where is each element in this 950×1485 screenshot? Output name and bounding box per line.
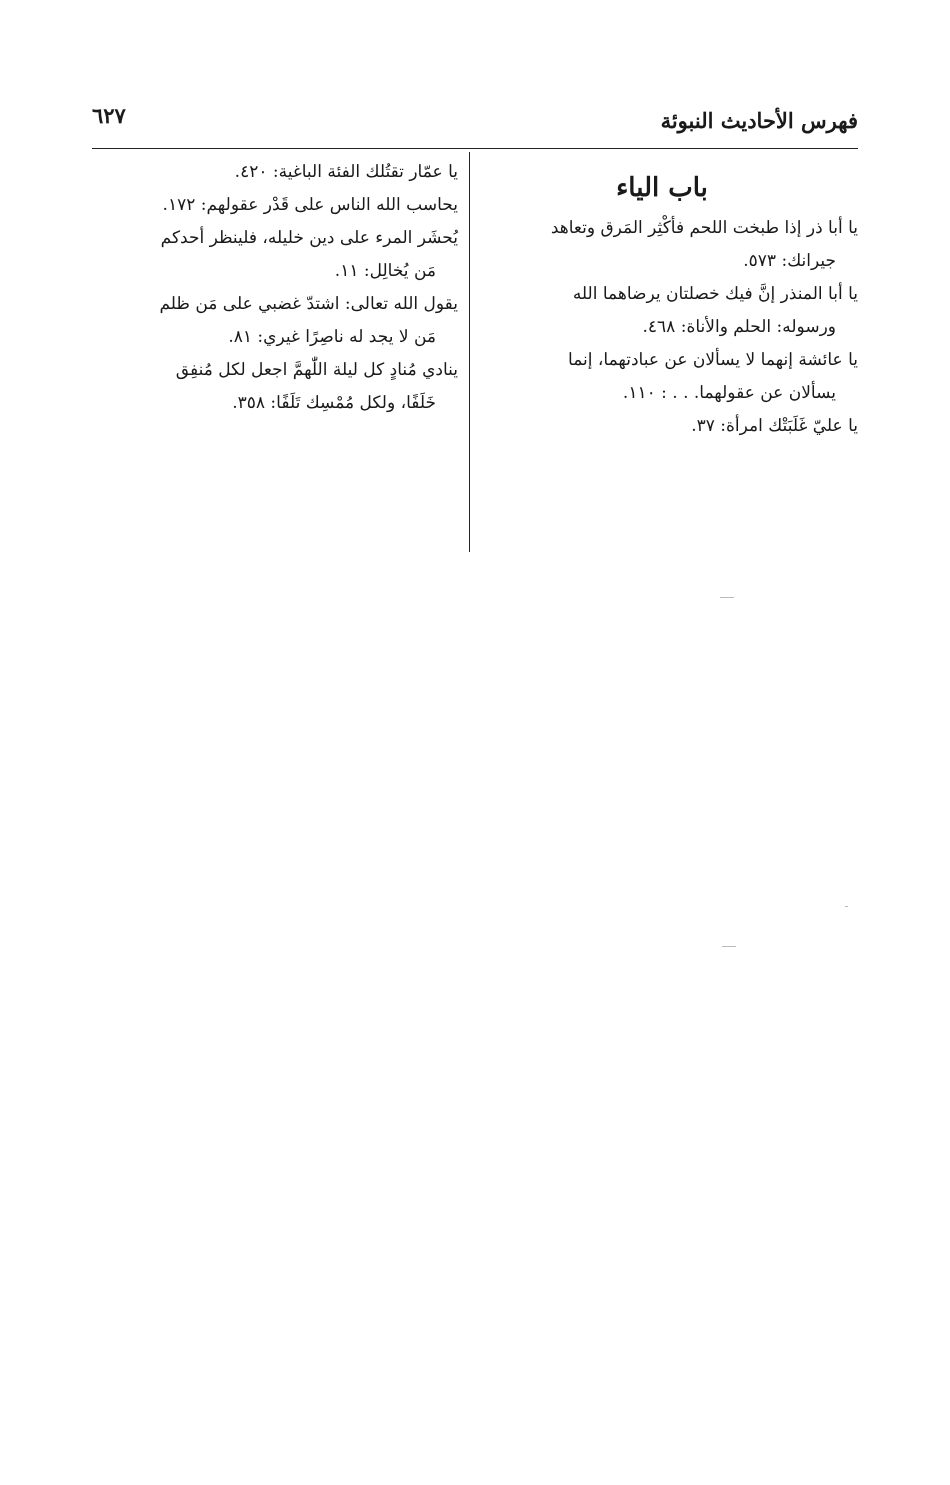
hadith-entry bbox=[490, 212, 858, 278]
right-column bbox=[490, 166, 858, 443]
entry-line: يا أبا المنذر إنَّ فيك خصلتان يرضاهما الله bbox=[572, 284, 858, 304]
hadith-entry bbox=[490, 410, 858, 443]
entry-line: يا أبا ذر إذا طبخت اللحم فأكْثِر المَرق وتعاهد bbox=[550, 218, 858, 238]
entry-continuation: ورسوله: الحلم والأناة: ٤٦٨. bbox=[642, 317, 836, 337]
entry-continuation: جيرانك: ٥٧٣. bbox=[743, 251, 836, 271]
entry-line: يا عليّ غَلَبَتْك امرأة: ٣٧. bbox=[691, 416, 858, 436]
entry-continuation: مَن يُخالِل: ١١. bbox=[334, 261, 436, 281]
hadith-entry bbox=[92, 354, 458, 420]
entry-line: يُحشَر المرء على دين خليله، فلينظر أحدكم bbox=[160, 228, 458, 248]
scan-speck bbox=[720, 597, 734, 598]
page-number: ٦٢٧ bbox=[92, 103, 126, 128]
entry-line: يا عمّار تقتُلك الفئة الباغية: ٤٢٠. bbox=[234, 162, 458, 182]
hadith-entry bbox=[490, 278, 858, 344]
entry-line: يا عائشة إنهما لا يسألان عن عبادتهما، إنما bbox=[568, 350, 858, 370]
scan-speck bbox=[845, 906, 848, 907]
hadith-entry bbox=[92, 288, 458, 354]
running-head-title: فهرس الأحاديث النبوئة bbox=[660, 108, 858, 133]
hadith-entry bbox=[490, 344, 858, 410]
entry-continuation: يسألان عن عقولهما. . . : ١١٠. bbox=[622, 383, 836, 403]
entry-line: ينادي مُنادٍ كل ليلة اللّٰهمَّ اجعل لكل مُنفِق bbox=[175, 360, 458, 380]
header-rule bbox=[92, 148, 858, 149]
entry-line: يحاسب الله الناس على قَدْر عقولهم: ١٧٢. bbox=[162, 195, 458, 215]
scan-speck bbox=[722, 946, 736, 947]
section-heading: باب الياء bbox=[616, 173, 708, 203]
entry-continuation: مَن لا يجد له ناصِرًا غيري: ٨١. bbox=[228, 327, 436, 347]
left-column bbox=[92, 156, 458, 420]
entry-line: يقول الله تعالى: اشتدّ غضبي على مَن ظلم bbox=[159, 294, 458, 314]
hadith-entry bbox=[92, 222, 458, 288]
column-divider bbox=[469, 152, 470, 552]
hadith-entry bbox=[92, 189, 458, 222]
entry-continuation: خَلَفًا، ولكل مُمْسِك تَلَفًا: ٣٥٨. bbox=[232, 393, 436, 413]
hadith-entry bbox=[92, 156, 458, 189]
